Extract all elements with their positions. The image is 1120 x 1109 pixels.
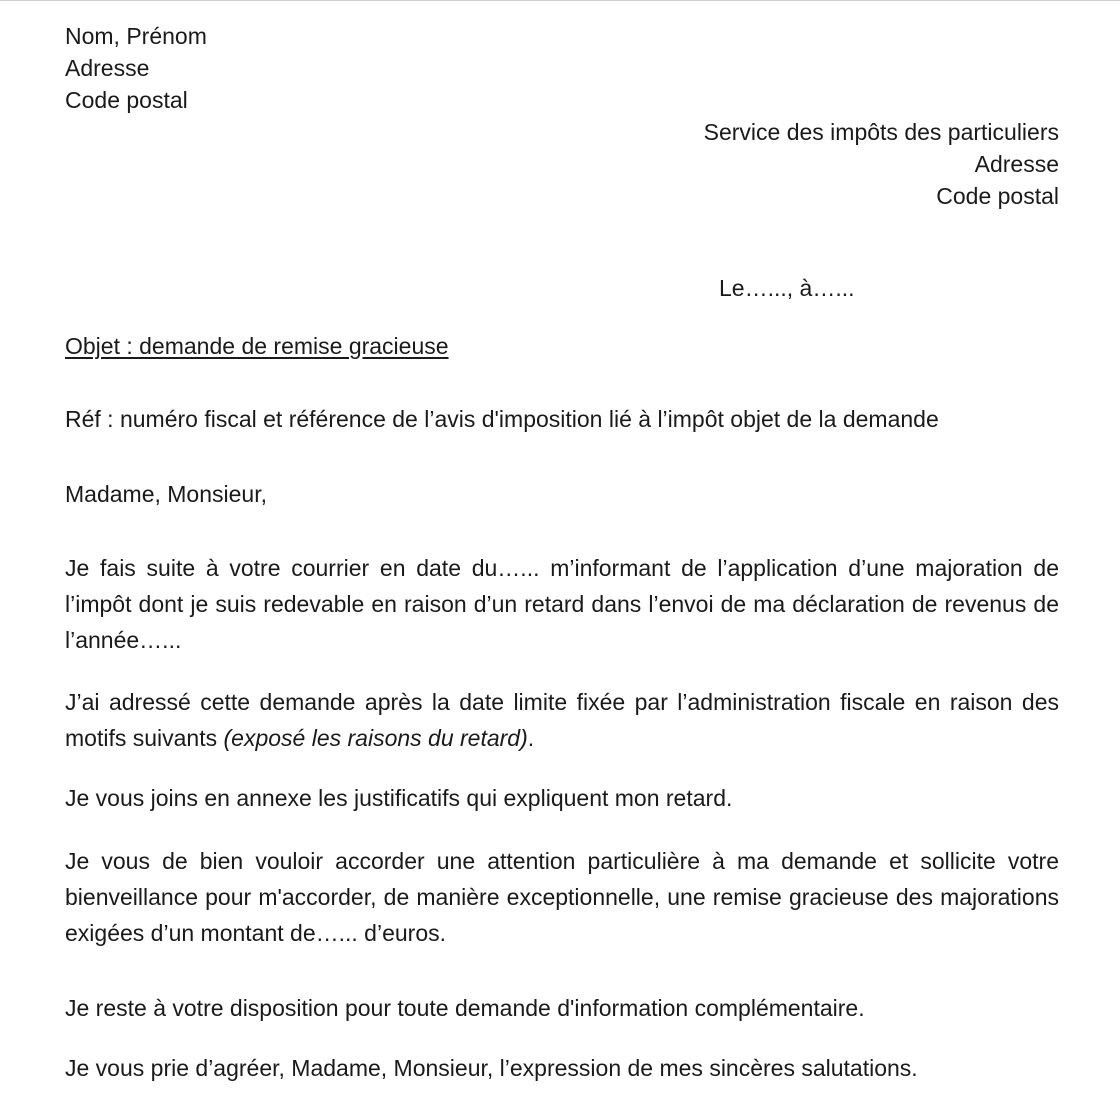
paragraph-reasons-end: . xyxy=(527,725,535,751)
paragraph-request: Je vous de bien vouloir accorder une attention particulière à ma demande et sollicite votre bienveillance pour m'accorder, de manière exceptionnelle, une remise gracieuse des majorations exigées d’un montant de…... d’euros. xyxy=(65,848,1059,946)
sender-address: Adresse xyxy=(65,55,150,81)
paragraph-attachments: Je vous joins en annexe les justificatifs qui expliquent mon retard. xyxy=(65,785,733,811)
sender-block xyxy=(65,20,207,116)
sender-name: Nom, Prénom xyxy=(65,23,207,49)
letter-object: Objet : demande de remise gracieuse xyxy=(65,333,449,359)
letter-reference: Réf : numéro fiscal et référence de l’avis d'imposition lié à l’impôt objet de la demande xyxy=(65,406,939,432)
paragraph-reasons-text: J’ai adressé cette demande après la date limite fixée par l’administration fiscale en raison des motifs suivants xyxy=(65,689,1059,751)
page-top-border xyxy=(0,0,1120,1)
paragraph-reasons xyxy=(65,684,1059,756)
paragraph-availability: Je reste à votre disposition pour toute demande d'information complémentaire. xyxy=(65,995,865,1021)
sender-postal-code: Code postal xyxy=(65,87,188,113)
date-place-line: Le…..., à…... xyxy=(719,275,855,301)
recipient-address: Adresse xyxy=(974,151,1059,177)
paragraph-reasons-italic: (exposé les raisons du retard) xyxy=(223,725,528,751)
opening-salutation: Madame, Monsieur, xyxy=(65,481,267,507)
recipient-name: Service des impôts des particuliers xyxy=(703,119,1059,145)
recipient-postal-code: Code postal xyxy=(936,183,1059,209)
recipient-block xyxy=(704,116,1059,212)
paragraph-late-notice: Je fais suite à votre courrier en date du…... m’informant de l’application d’une majoration de l’impôt dont je suis redevable en raison d’un retard dans l’envoi de ma déclaration de revenus de l’année…... xyxy=(65,555,1059,653)
paragraph-closing: Je vous prie d’agréer, Madame, Monsieur, l’expression de mes sincères salutations. xyxy=(65,1055,918,1081)
